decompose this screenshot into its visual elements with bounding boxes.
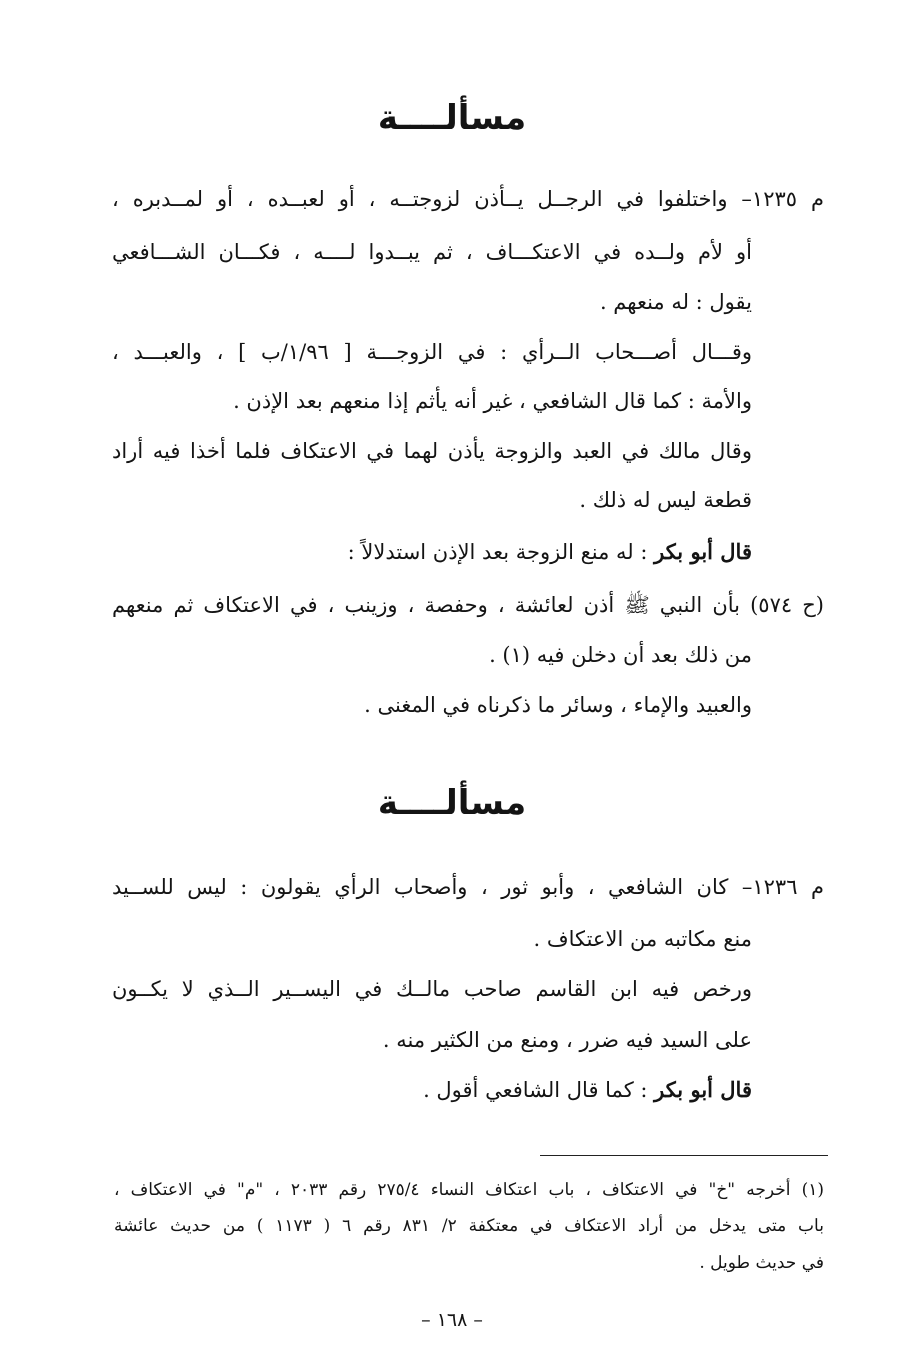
text-line: وقـــال أصـــحاب الــرأي : في الزوجـــة [ ١/٩٦/ب ] ، والعبـــد ، [112, 340, 753, 364]
footnote-line: (١) أخرجه "خ" في الاعتكاف ، باب اعتكاف النساء ٢٧٥/٤ رقم ٢٠٣٣ ، "م" في الاعتكاف ، [114, 1180, 824, 1200]
text-line: على السيد فيه ضرر ، ومنع من الكثير منه . [382, 1028, 752, 1052]
hadith-line: (ح ٥٧٤) بأن النبي ﷺ أذن لعائشة ، وحفصة ، وزينب ، في الاعتكاف ثم منعهم [112, 593, 824, 617]
footnote-divider [540, 1155, 828, 1156]
abu-bakr-text: : له منع الزوجة بعد الإذن استدلالاً : [347, 540, 655, 564]
section-heading-2: مسألــــة [377, 783, 527, 823]
text-line: أو لأم ولــده في الاعتكـــاف ، ثم يبــدوا لــــه ، فكـــان الشـــافعي [112, 240, 752, 264]
section-heading-1: مسألــــة [377, 98, 527, 138]
text-line: م ١٢٣٦– كان الشافعي ، وأبو ثور ، وأصحاب الرأي يقولون : ليس للســيد [112, 875, 824, 899]
text-line: والعبيد والإماء ، وسائر ما ذكرناه في المغنى . [364, 693, 752, 717]
abu-bakr-text: : كما قال الشافعي أقول . [423, 1078, 655, 1102]
footnote-line: في حديث طويل . [699, 1253, 824, 1273]
text-line: يقول : له منعهم . [599, 290, 752, 314]
footnote-line: باب متى يدخل من أراد الاعتكاف في معتكفة ٢/ ٨٣١ رقم ٦ ( ١١٧٣ ) من حديث عائشة [114, 1216, 824, 1236]
text-line: م ١٢٣٥– واختلفوا في الرجــل يــأذن لزوجتــه ، أو لعبــده ، أو لمــدبره ، [112, 187, 824, 211]
text-line: قطعة ليس له ذلك . [579, 488, 752, 512]
page-number: – ١٦٨ – [421, 1309, 483, 1331]
text-line: والأمة : كما قال الشافعي ، غير أنه يأثم إذا منعهم بعد الإذن . [233, 389, 752, 413]
text-line: ورخص فيه ابن القاسم صاحب مالــك في اليســير الــذي لا يكــون [112, 977, 752, 1001]
hadith-line: من ذلك بعد أن دخلن فيه (١) . [489, 643, 752, 667]
text-line: منع مكاتبه من الاعتكاف . [533, 927, 752, 951]
abu-bakr-label: قال أبو بكر [654, 1077, 752, 1102]
abu-bakr-line [348, 537, 752, 567]
text-line: وقال مالك في العبد والزوجة يأذن لهما في الاعتكاف فلما أخذا فيه أراد [112, 439, 752, 463]
abu-bakr-label: قال أبو بكر [654, 539, 752, 564]
abu-bakr-line [423, 1075, 752, 1105]
